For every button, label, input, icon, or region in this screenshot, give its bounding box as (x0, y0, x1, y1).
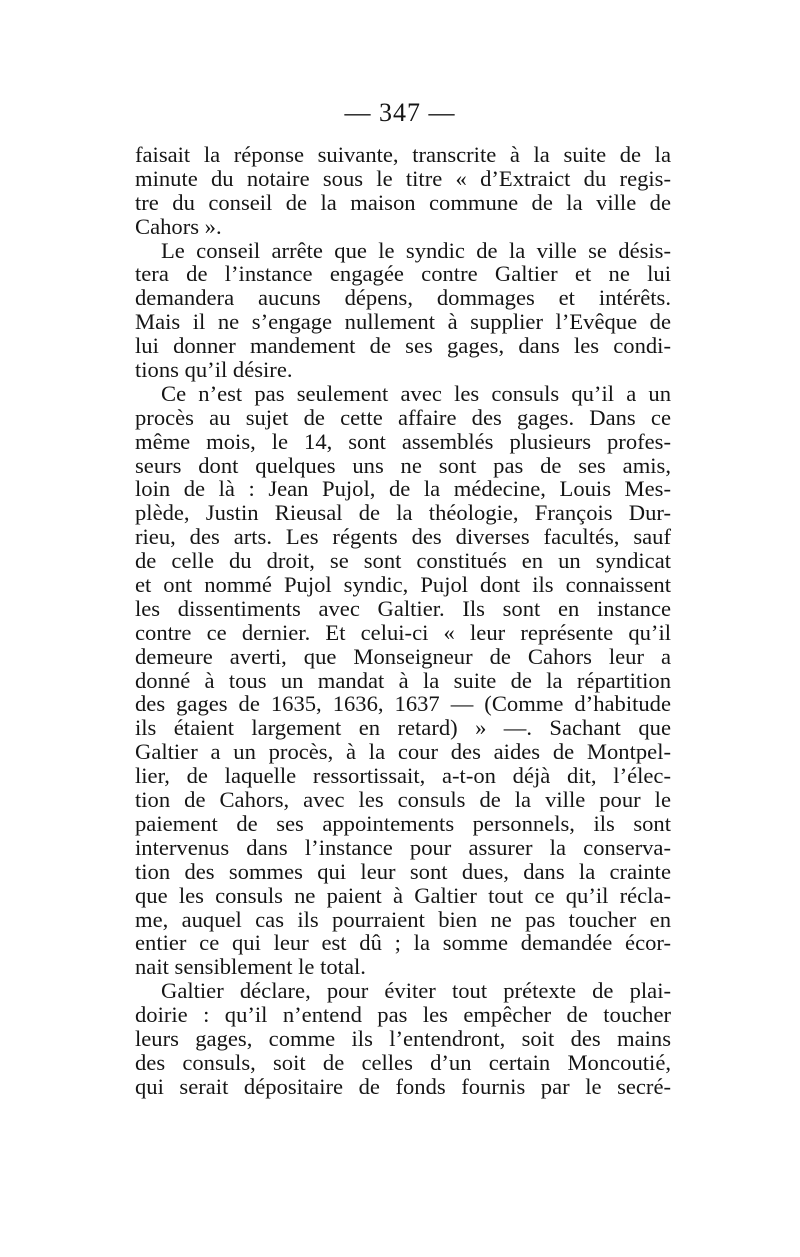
text-line: des gages de 1635, 1636, 1637 — (Comme d’habitude (135, 691, 671, 717)
text-line: lui donner mandement de ses gages, dans les condi- (135, 333, 671, 359)
text-line: me, auquel cas ils pourraient bien ne pas toucher en (135, 906, 671, 932)
text-line: Le conseil arrête que le syndic de la ville se désis- (161, 237, 671, 263)
text-line: que les consuls ne paient à Galtier tout ce qu’il récla- (135, 882, 671, 908)
text-line: tre du conseil de la maison commune de la ville de (135, 189, 671, 215)
text-line: de celle du droit, se sont constitués en un syndicat (135, 548, 671, 574)
text-line: Cahors ». (135, 213, 222, 239)
text-line: Ce n’est pas seulement avec les consuls qu’il a un (161, 380, 671, 406)
text-line: nait sensiblement le total. (135, 954, 366, 980)
text-line: tion de Cahors, avec les consuls de la ville pour le (135, 787, 671, 813)
text-line: contre ce dernier. Et celui-ci « leur représente qu’il (135, 619, 671, 645)
text-line: faisait la réponse suivante, transcrite à la suite de la (135, 142, 671, 167)
text-line: tion des sommes qui leur sont dues, dans la crainte (135, 858, 671, 884)
text-line: procès au sujet de cette affaire des gages. Dans ce (135, 404, 671, 430)
text-line: leurs gages, comme ils l’entendront, soit des mains (135, 1025, 671, 1051)
text-line: doirie : qu’il n’entend pas les empêcher de toucher (135, 1002, 671, 1028)
text-line: paiement de ses appointements personnels, ils sont (135, 810, 671, 836)
text-line: qui serait dépositaire de fonds fournis par le secré- (135, 1073, 671, 1099)
text-line: lier, de laquelle ressortissait, a-t-on déjà dit, l’élec- (135, 763, 671, 789)
page-number: — 347 — (344, 98, 456, 127)
text-line: demandera aucuns dépens, dommages et intérêts. (135, 285, 671, 311)
text-line: rieu, des arts. Les régents des diverses facultés, sauf (135, 524, 671, 550)
text-line: seurs dont quelques uns ne sont pas de ses amis, (135, 452, 671, 478)
text-line: des consuls, soit de celles d’un certain Moncoutié, (135, 1049, 671, 1075)
text-line: Mais il ne s’engage nullement à supplier l’Evêque de (135, 309, 671, 335)
text-line: et ont nommé Pujol syndic, Pujol dont ils connaissent (135, 572, 671, 598)
text-line: les dissentiments avec Galtier. Ils sont en instance (135, 595, 671, 621)
text-line: plède, Justin Rieusal de la théologie, François Dur- (135, 500, 671, 526)
text-line: Galtier déclare, pour éviter tout prétexte de plai- (161, 978, 671, 1004)
text-line: entier ce qui leur est dû ; la somme demandée écor- (135, 930, 671, 956)
text-line: minute du notaire sous le titre « d’Extraict du regis- (135, 165, 671, 191)
text-line: ils étaient largement en retard) » —. Sachant que (135, 715, 671, 741)
text-line: tions qu’il désire. (135, 357, 293, 383)
text-line: Galtier a un procès, à la cour des aides de Montpel- (135, 739, 671, 765)
body-text (135, 143, 671, 1099)
text-line: loin de là : Jean Pujol, de la médecine, Louis Mes- (135, 476, 671, 502)
text-line: demeure averti, que Monseigneur de Cahors leur a (135, 643, 671, 669)
text-line: donné à tous un mandat à la suite de la répartition (135, 667, 671, 693)
text-line: intervenus dans l’instance pour assurer la conserva- (135, 834, 671, 860)
text-line: tera de l’instance engagée contre Galtier et ne lui (135, 261, 671, 287)
text-line: même mois, le 14, sont assemblés plusieurs profes- (135, 428, 671, 454)
